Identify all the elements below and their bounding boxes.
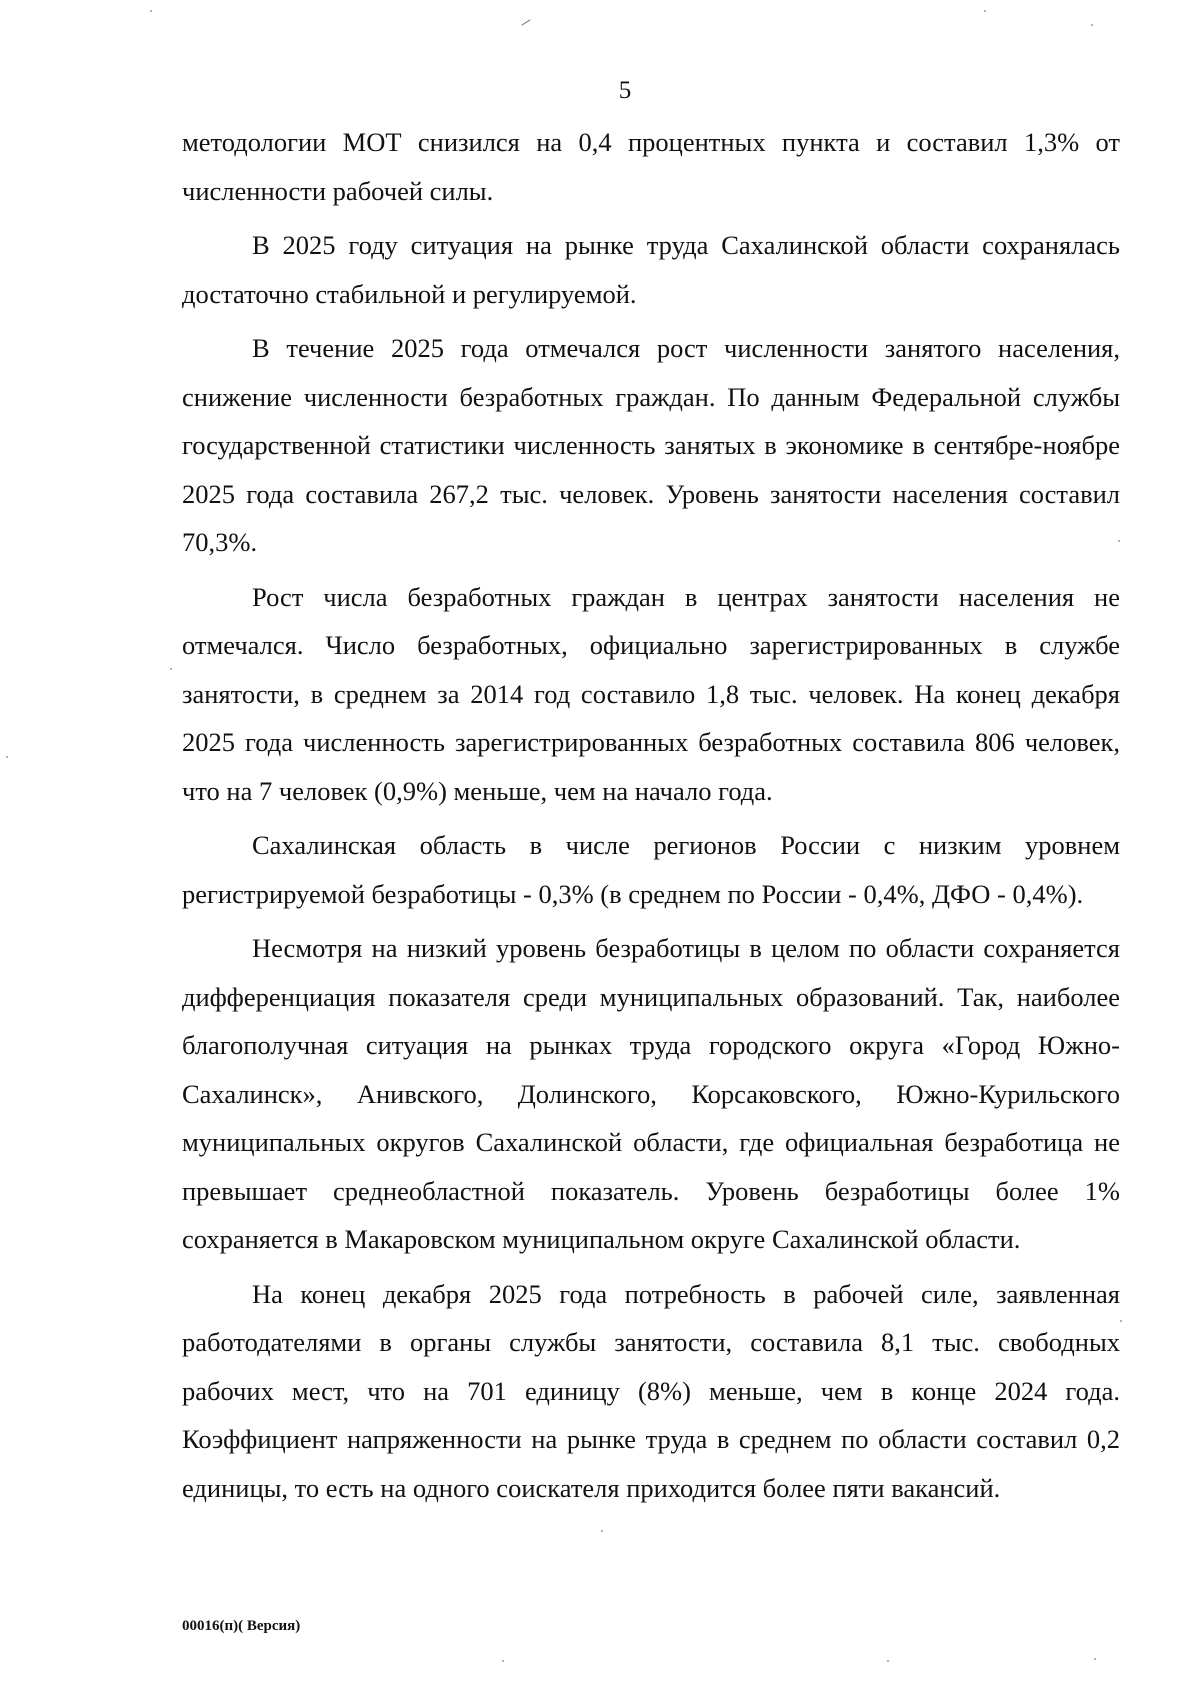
scan-artifact bbox=[1120, 1320, 1122, 1322]
paragraph-employment-growth: В течение 2025 года отмечался рост численности занятого населения, снижение численности безработных граждан. По данным Федеральной службы государственной статистики численность занятых в экономике в сентябре-ноябре 2025 года составила 267,2 тыс. человек. Уровень занятости населения составил 70,3%. bbox=[182, 333, 1120, 557]
paragraph-regional-comparison: Сахалинская область в числе регионов России с низким уровнем регистрируемой безработицы - 0,3% (в среднем по России - 0,4%, ДФО - 0,4%). bbox=[182, 830, 1120, 909]
footer-document-code: 00016(п)( Версия) bbox=[182, 1618, 301, 1634]
paragraph-labor-market-stability: В 2025 году ситуация на рынке труда Сахалинской области сохранялась достаточно стабильной и регулируемой. bbox=[182, 230, 1120, 309]
scan-artifact bbox=[1094, 1658, 1096, 1660]
scan-artifact bbox=[150, 10, 152, 12]
scan-artifact bbox=[6, 756, 8, 758]
scan-artifact bbox=[170, 668, 172, 670]
document-body bbox=[182, 118, 1120, 1518]
paragraph-continuation: методологии МОТ снизился на 0,4 процентных пункта и составил 1,3% от численности рабочей силы. bbox=[182, 127, 1120, 206]
scan-artifact bbox=[1091, 24, 1093, 26]
scan-artifact bbox=[1118, 540, 1120, 542]
scan-artifact bbox=[502, 1660, 504, 1662]
paragraph-registered-unemployed: Рост числа безработных граждан в центрах занятости населения не отмечался. Число безработных, официально зарегистрированных в службе занятости, в среднем за 2014 год составило 1,8 тыс. человек. На конец декабря 2025 года численность зарегистрированных безработных составила 806 человек, что на 7 человек (0,9%) меньше, чем на начало года. bbox=[182, 581, 1120, 806]
paragraph-municipal-differentiation: Несмотря на низкий уровень безработицы в целом по области сохраняется дифференциация показателя среди муниципальных образований. Так, наиболее благополучная ситуация на рынках труда городского округа «Город Южно-Сахалинск», Анивского, Долинского, Корсаковского, Южно-Курильского муниципальных округов Сахалинской области, где официальная безработица не превышает среднеобластной показатель. Уровень безработицы более 1% сохраняется в Макаровском муниципальном округе Сахалинской области. bbox=[182, 933, 1120, 1254]
scan-artifact bbox=[984, 10, 986, 12]
scan-artifact bbox=[521, 19, 530, 25]
page-number: 5 bbox=[618, 77, 632, 104]
scan-artifact bbox=[887, 1660, 889, 1662]
scan-artifact bbox=[601, 1530, 603, 1532]
paragraph-labor-demand: На конец декабря 2025 года потребность в рабочей силе, заявленная работодателями в органы службы занятости, составила 8,1 тыс. свободных рабочих мест, что на 701 единицу (8%) меньше, чем в конце 2024 года. Коэффициент напряженности на рынке труда в среднем по области составил 0,2 единицы, то есть на одного соискателя приходится более пяти вакансий. bbox=[182, 1278, 1120, 1503]
